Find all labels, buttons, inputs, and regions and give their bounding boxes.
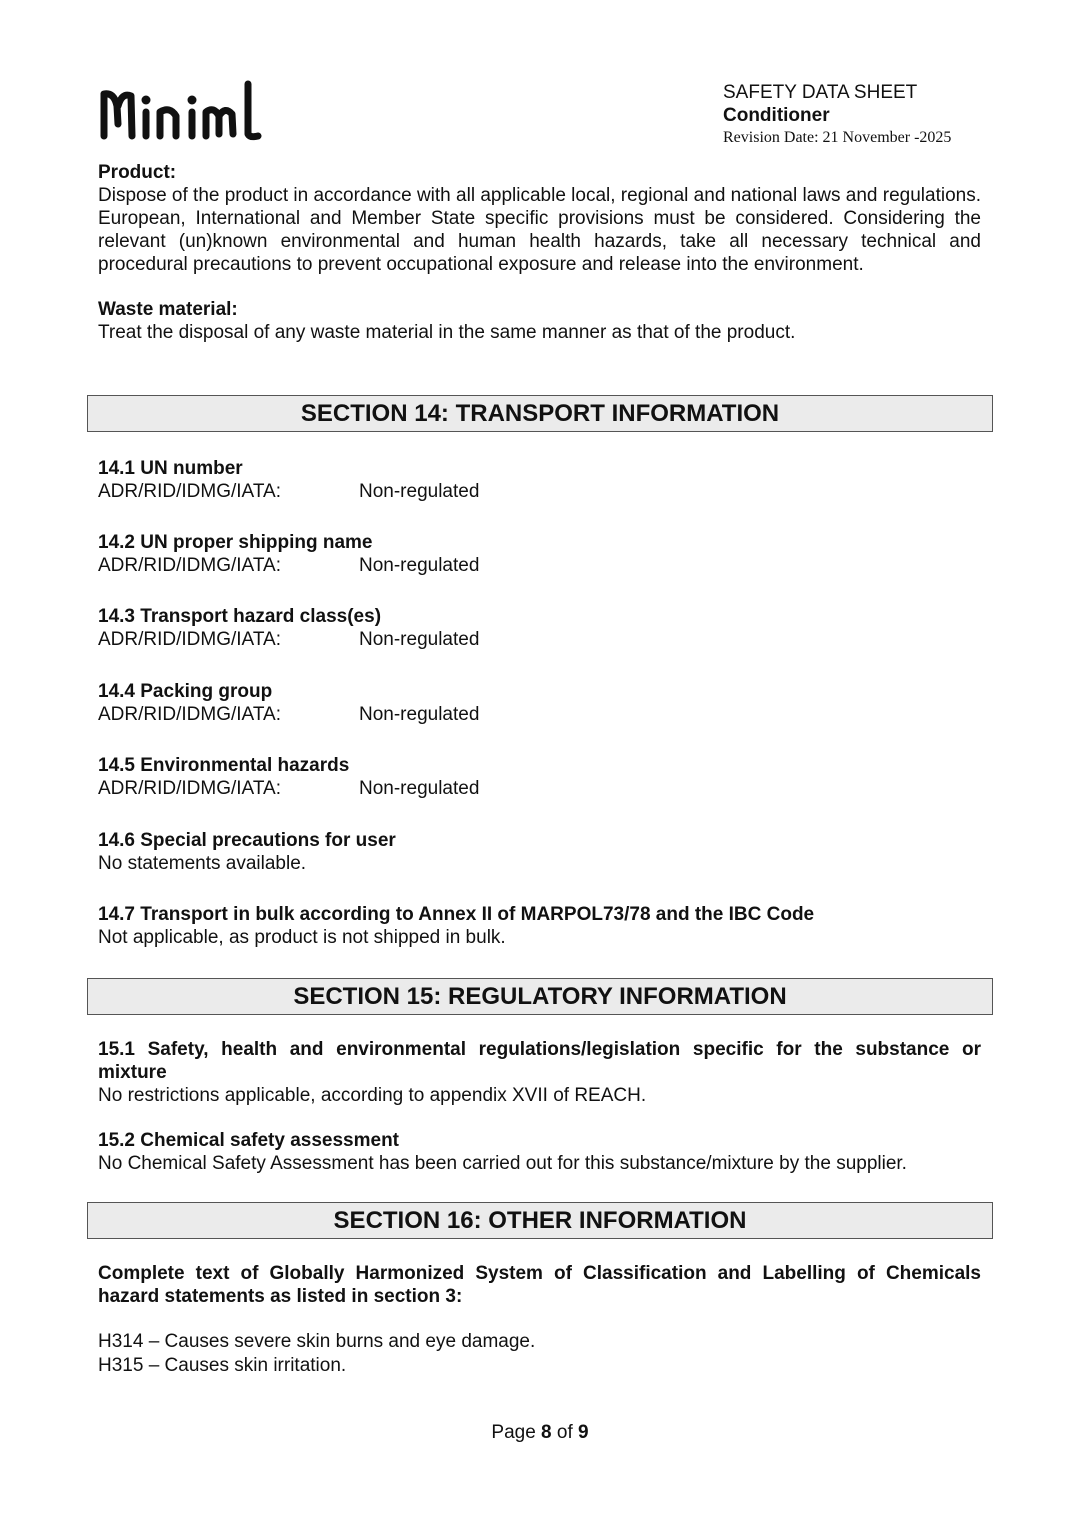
item-heading: 15.2 Chemical safety assessment bbox=[98, 1130, 400, 1151]
revision-date: Revision Date: 21 November -2025 bbox=[723, 129, 952, 146]
document-header bbox=[723, 82, 1063, 148]
section-14-4 bbox=[98, 680, 981, 727]
document-title: SAFETY DATA SHEET bbox=[723, 82, 918, 103]
item-heading: 14.7 Transport in bulk according to Annex II of MARPOL73/78 and the IBC Code bbox=[98, 904, 815, 925]
page-prefix: Page bbox=[491, 1422, 542, 1443]
section-15-2 bbox=[98, 1129, 981, 1176]
section-15-1 bbox=[98, 1038, 981, 1108]
item-text: No Chemical Safety Assessment has been carried out for this substance/mixture by the supplier. bbox=[98, 1153, 907, 1174]
item-heading: 14.3 Transport hazard class(es) bbox=[98, 606, 382, 627]
waste-subheading: Waste material: bbox=[98, 299, 238, 320]
section-14-7 bbox=[98, 903, 981, 950]
hazard-statement: H315 – Causes skin irritation. bbox=[98, 1355, 347, 1376]
item-text: Not applicable, as product is not shipped in bulk. bbox=[98, 927, 506, 948]
section-15-header: SECTION 15: REGULATORY INFORMATION bbox=[87, 978, 993, 1015]
product-name: Conditioner bbox=[723, 105, 830, 126]
hazard-statement: H314 – Causes severe skin burns and eye damage. bbox=[98, 1331, 536, 1352]
item-row bbox=[98, 777, 981, 801]
item-key: ADR/RID/IDMG/IATA: bbox=[98, 481, 281, 502]
item-value: Non-regulated bbox=[359, 481, 480, 502]
item-row bbox=[98, 703, 981, 727]
item-row bbox=[98, 480, 981, 504]
product-disposal-text: Dispose of the product in accordance with all applicable local, regional and national laws and regulations. European, International and Member State specific provisions must be considered. Considering the relevant (un)known environmental and human health hazards, take all necessary technical and procedural precautions to prevent occupational exposure and release into the environment. bbox=[98, 185, 981, 275]
section-14-1 bbox=[98, 457, 981, 504]
item-row bbox=[98, 628, 981, 652]
item-key: ADR/RID/IDMG/IATA: bbox=[98, 629, 281, 650]
waste-disposal-text: Treat the disposal of any waste material in the same manner as that of the product. bbox=[98, 322, 796, 343]
section-16-header: SECTION 16: OTHER INFORMATION bbox=[87, 1202, 993, 1239]
item-value: Non-regulated bbox=[359, 629, 480, 650]
item-heading: 14.4 Packing group bbox=[98, 681, 273, 702]
disposal-methods bbox=[98, 161, 981, 344]
item-heading: 14.6 Special precautions for user bbox=[98, 830, 396, 851]
section-14-2 bbox=[98, 531, 981, 578]
miniml-logo bbox=[98, 72, 268, 152]
page-total: 9 bbox=[578, 1422, 589, 1443]
item-value: Non-regulated bbox=[359, 778, 480, 799]
item-heading: 14.1 UN number bbox=[98, 458, 243, 479]
item-text: No restrictions applicable, according to appendix XVII of REACH. bbox=[98, 1085, 647, 1106]
item-heading: 15.1 Safety, health and environmental regulations/legislation specific for the substance or mixture bbox=[98, 1039, 981, 1083]
item-heading: 14.2 UN proper shipping name bbox=[98, 532, 373, 553]
page-number bbox=[0, 1421, 1080, 1445]
section-14-3 bbox=[98, 605, 981, 652]
ghs-heading: Complete text of Globally Harmonized System of Classification and Labelling of Chemicals hazard statements as listed in section 3: bbox=[98, 1263, 981, 1307]
item-value: Non-regulated bbox=[359, 555, 480, 576]
page-current: 8 bbox=[541, 1422, 552, 1443]
item-text: No statements available. bbox=[98, 853, 307, 874]
item-key: ADR/RID/IDMG/IATA: bbox=[98, 778, 281, 799]
logo-lettering bbox=[98, 72, 268, 152]
item-row bbox=[98, 554, 981, 578]
item-key: ADR/RID/IDMG/IATA: bbox=[98, 704, 281, 725]
section-14-header: SECTION 14: TRANSPORT INFORMATION bbox=[87, 395, 993, 432]
item-heading: 14.5 Environmental hazards bbox=[98, 755, 350, 776]
product-subheading: Product: bbox=[98, 162, 177, 183]
section-14-6 bbox=[98, 829, 981, 876]
section-14-5 bbox=[98, 754, 981, 801]
section-16-ghs bbox=[98, 1262, 981, 1378]
page-mid: of bbox=[551, 1422, 579, 1443]
item-value: Non-regulated bbox=[359, 704, 480, 725]
item-key: ADR/RID/IDMG/IATA: bbox=[98, 555, 281, 576]
